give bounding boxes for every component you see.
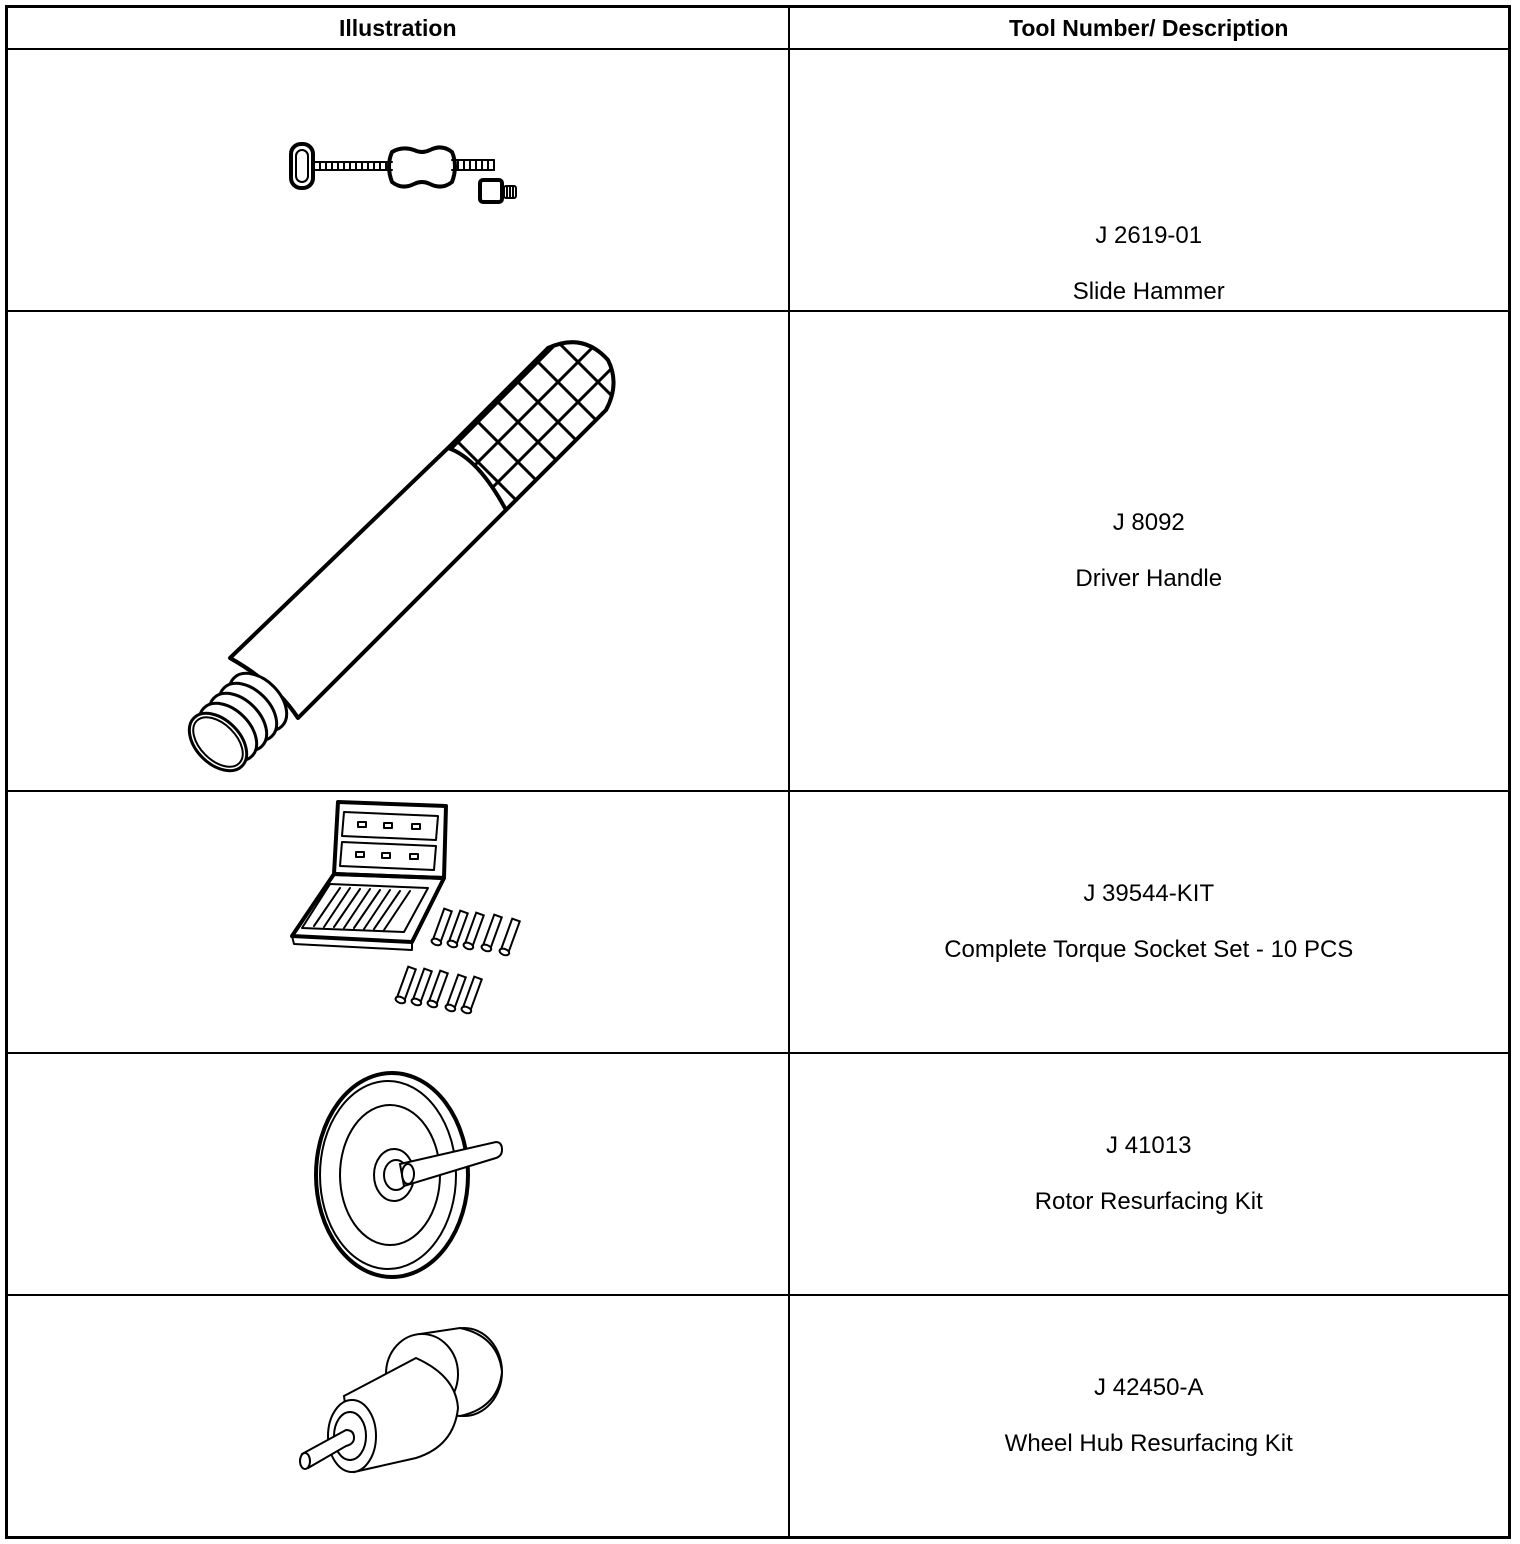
tool-number: J 8092 — [1112, 509, 1185, 536]
illustration-cell — [7, 311, 789, 791]
tool-number: J 42450-A — [1094, 1373, 1204, 1401]
wheel-hub-resurfacing-kit-icon — [8, 1296, 790, 1538]
slide-hammer-icon — [8, 50, 790, 312]
table-row — [7, 1053, 1510, 1295]
description-cell — [789, 1295, 1510, 1537]
special-tools-table — [5, 5, 1511, 1539]
illustration-column-header: Illustration — [7, 7, 789, 50]
description-cell — [789, 311, 1510, 791]
illustration-cell — [7, 791, 789, 1053]
driver-handle-icon — [8, 312, 790, 792]
table-header-row — [7, 7, 1510, 50]
description-cell — [789, 791, 1510, 1053]
description-cell — [789, 1053, 1510, 1295]
tool-description: Complete Torque Socket Set - 10 PCS — [944, 936, 1354, 963]
tool-number: J 2619-01 — [1095, 222, 1203, 249]
tool-description: Rotor Resurfacing Kit — [1034, 1188, 1263, 1215]
tool-number: J 39544-KIT — [1083, 880, 1215, 907]
table-row — [7, 311, 1510, 791]
tool-number: J 41013 — [1106, 1132, 1192, 1159]
description-column-header: Tool Number/ Description — [789, 7, 1510, 50]
torque-socket-set-icon — [8, 792, 790, 1054]
illustration-cell — [7, 49, 789, 311]
illustration-cell — [7, 1053, 789, 1295]
table-row — [7, 791, 1510, 1053]
tool-description: Slide Hammer — [1072, 278, 1225, 305]
table-row — [7, 49, 1510, 311]
tool-description: Wheel Hub Resurfacing Kit — [1004, 1429, 1293, 1457]
illustration-cell — [7, 1295, 789, 1537]
tool-description: Driver Handle — [1075, 565, 1223, 592]
rotor-resurfacing-kit-icon — [8, 1054, 790, 1296]
table-row — [7, 1295, 1510, 1537]
description-cell — [789, 49, 1510, 311]
